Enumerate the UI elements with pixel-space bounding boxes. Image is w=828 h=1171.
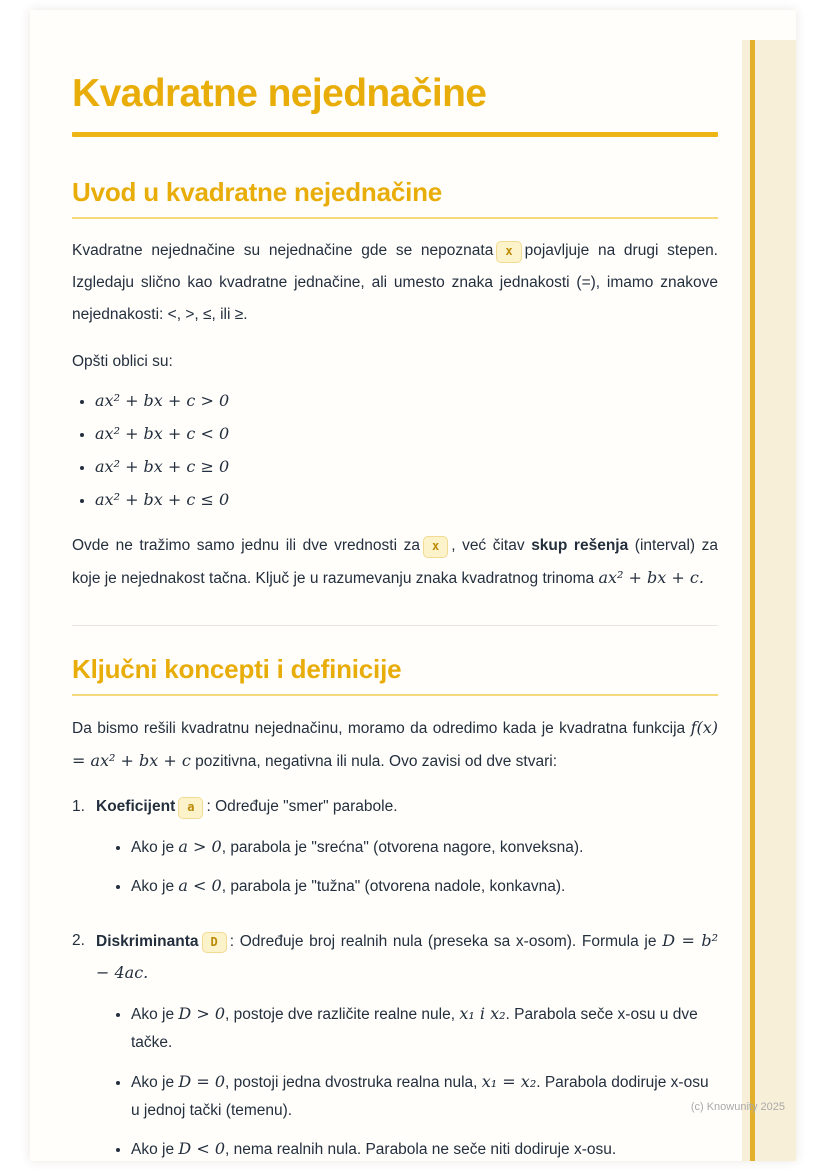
math-inline: ax² + bx + c < 0 xyxy=(95,424,230,444)
document-page xyxy=(30,10,796,1161)
copyright-footer: (c) Knowunity 2025 xyxy=(690,1101,785,1113)
math-inline: D = b² − 4ac. xyxy=(96,930,718,983)
math-inline: ax² + bx + c. xyxy=(598,567,704,587)
math-inline: ax² + bx + c ≤ 0 xyxy=(95,490,230,510)
text-run: (interval) za koje je nejednakost tačna. Ključ je u razumevanju znaka kvadratnog trinoma xyxy=(72,537,718,587)
inline-code-badge-d: D xyxy=(202,932,227,954)
math-inline: f(x) = ax² + bx + c xyxy=(72,717,719,770)
math-inline: a < 0 xyxy=(178,876,222,896)
list-item xyxy=(131,1067,718,1125)
numbered-item-body xyxy=(96,925,718,1171)
list-item xyxy=(131,1134,718,1164)
text-run: pojavljuje na drugi stepen. Izgledaju slično kao kvadratne jednačine, ali umesto znaka jednakosti (=), imamo znakove nejednakosti: <, >, ≤, ili ≥. xyxy=(72,242,718,323)
text-run: : Određuje "smer" parabole. xyxy=(206,798,398,816)
text-run: Ako je xyxy=(131,839,175,857)
text-run: . Parabola dodiruje x-osu u jednoj tački (temenu). xyxy=(131,1073,709,1119)
inline-code-badge-x: x xyxy=(423,536,448,558)
page-content xyxy=(30,10,796,1171)
intro-paragraph-2 xyxy=(72,530,718,595)
text-run: , postoji jedna dvostruka realna nula, xyxy=(225,1073,478,1091)
text-run: , nema realnih nula. Parabola ne seče niti dodiruje x-osu. xyxy=(225,1141,617,1159)
list-item xyxy=(131,832,718,862)
text-run: Kvadratne nejednačine su nejednačine gde se nepoznata xyxy=(72,242,494,260)
math-inline: x₁ = x₂ xyxy=(481,1071,537,1091)
forms-label: Opšti oblici su: xyxy=(72,353,173,371)
section-rule-intro xyxy=(72,217,718,219)
text-run: Da bismo rešili kvadratnu nejednačinu, moramo da odredimo kada je kvadratna funkcija xyxy=(72,719,686,737)
math-inline: D > 0 xyxy=(178,1004,225,1024)
math-inline: ax² + bx + c > 0 xyxy=(95,391,230,411)
intro-paragraph-1 xyxy=(72,235,718,330)
item2-sublist xyxy=(96,999,718,1164)
list-item xyxy=(131,871,718,901)
numbered-item-2 xyxy=(72,925,718,1171)
item1-sublist xyxy=(96,832,718,901)
concepts-paragraph xyxy=(72,712,718,778)
list-number: 2. xyxy=(72,931,85,949)
form-item xyxy=(95,391,718,411)
text-run: , postoje dve različite realne nule, xyxy=(225,1006,456,1024)
numbered-item-body xyxy=(96,791,718,910)
math-inline: x₁ i x₂ xyxy=(459,1004,506,1024)
text-run: Ako je xyxy=(131,1073,175,1091)
list-number: 1. xyxy=(72,798,85,816)
text-run: pozitivna, negativna ili nula. Ovo zavisi od dve stvari: xyxy=(195,752,558,770)
title-rule xyxy=(72,132,718,137)
math-inline: ax² + bx + c ≥ 0 xyxy=(95,457,230,477)
inline-code-badge-x: x xyxy=(496,241,521,263)
math-inline: D = 0 xyxy=(178,1071,225,1091)
text-run: . Parabola seče x-osu u dve tačke. xyxy=(131,1006,698,1052)
text-run: , parabola je "srećna" (otvorena nagore, konveksna). xyxy=(221,839,584,857)
forms-list xyxy=(72,391,718,510)
text-run: , parabola je "tužna" (otvorena nadole, konkavna). xyxy=(221,878,566,896)
section-rule-concepts xyxy=(72,694,718,696)
text-run: Ako je xyxy=(131,1006,175,1024)
text-run: , već čitav xyxy=(451,537,525,555)
page-title: Kvadratne nejednačine xyxy=(72,72,487,115)
form-item xyxy=(95,424,718,444)
text-run: : Određuje broj realnih nula (preseka sa x-osom). Formula je xyxy=(229,932,657,950)
text-run: Ovde ne tražimo samo jednu ili dve vrednosti za xyxy=(72,537,420,555)
section-divider xyxy=(72,625,718,626)
bold-text: Diskriminanta xyxy=(96,932,199,950)
text-run: Ako je xyxy=(131,1141,175,1159)
item1-lead xyxy=(96,791,718,823)
inline-code-badge-a: a xyxy=(178,797,203,819)
section-heading-intro: Uvod u kvadratne nejednačine xyxy=(72,176,443,207)
bold-text: skup rešenja xyxy=(531,537,629,555)
form-item xyxy=(95,457,718,477)
bold-text: Koeficijent xyxy=(96,798,176,816)
section-heading-concepts: Ključni koncepti i definicije xyxy=(72,653,402,684)
math-inline: D < 0 xyxy=(178,1139,225,1159)
text-run: Ako je xyxy=(131,878,175,896)
form-item xyxy=(95,490,718,510)
list-item xyxy=(131,999,718,1057)
item2-lead xyxy=(96,925,718,991)
math-inline: a > 0 xyxy=(178,837,222,857)
numbered-item-1 xyxy=(72,791,718,910)
